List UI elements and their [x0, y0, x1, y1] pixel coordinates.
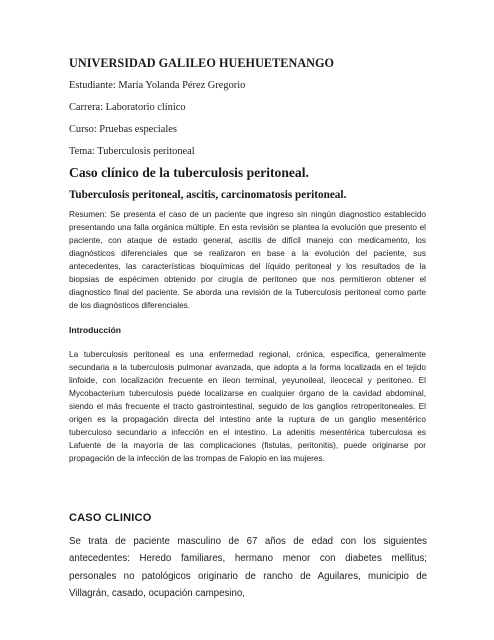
student-line: Estudiante: María Yolanda Pérez Gregorio — [69, 80, 246, 91]
course-line: Curso: Pruebas especiales — [69, 124, 177, 135]
abstract-paragraph: Resumen: Se presenta el caso de un paciente que ingreso sin ningún diagnostico establecido presentando una falla orgánica múltiple. En esta revisión se plantea la evolución que presento el paciente, con ataque de estado general, ascitis de difícil manejo con medicamento, los diagnósticos diferenciales que se realizaron en base a la evolución del paciente, sus antecedentes, las características bioquímicas del líquido peritoneal y los resultados de la biopsias de espécimen obtenido por cirugía de peritoneo que nos permitieron obtener el diagnostico final del paciente. Se aborda una revisión de la Tuberculosis peritoneal como parte de los diagnósticos diferenciales. — [69, 210, 426, 311]
case-subtitle: Tuberculosis peritoneal, ascitis, carcinomatosis peritoneal. — [69, 189, 347, 201]
introduction-paragraph: La tuberculosis peritoneal es una enfermedad regional, crónica, especifica, generalmente secundaria a la tuberculosis pulmonar avanzada, que adopta a la forma localizada en el tejido linfoide, con localización frecuente en íleon terminal, yeyunoileal, ileocecal y peritoneo. El Mycobacterium tuberculosis puede localizarse en cualquier órgano de la cavidad abdominal, siendo el más frecuente el tracto gastrointestinal, seguido de los ganglios retroperitoneales. El origen es la propagación directa del intestino ante la ruptura de un ganglio mesentérico tuberculoso secundario a infección en el intestino. La adenitis mesentérica tuberculosa es Lafuente de la mayoría de las complicaciones (fistulas, peritonitis), puede originarse por propagación de la infección de las trompas de Falopio en las mujeres. — [69, 350, 426, 464]
topic-line: Tema: Tuberculosis peritoneal — [69, 146, 195, 157]
university-heading: UNIVERSIDAD GALILEO HUEHUETENANGO — [69, 56, 335, 70]
introduction-heading: Introducción — [69, 325, 122, 335]
career-line: Carrera: Laboratorio clínico — [69, 102, 186, 113]
case-title: Caso clínico de la tuberculosis peritoneal. — [69, 165, 309, 180]
clinical-case-heading: CASO CLINICO — [69, 512, 152, 524]
clinical-case-paragraph: Se trata de paciente masculino de 67 años de edad con los siguientes antecedentes: Heredo familiares, hermano menor con diabetes mellitus; personales no patológicos originario de rancho de Aguilares, municipio de Villagrán, casado, ocupación campesino, — [69, 536, 427, 599]
